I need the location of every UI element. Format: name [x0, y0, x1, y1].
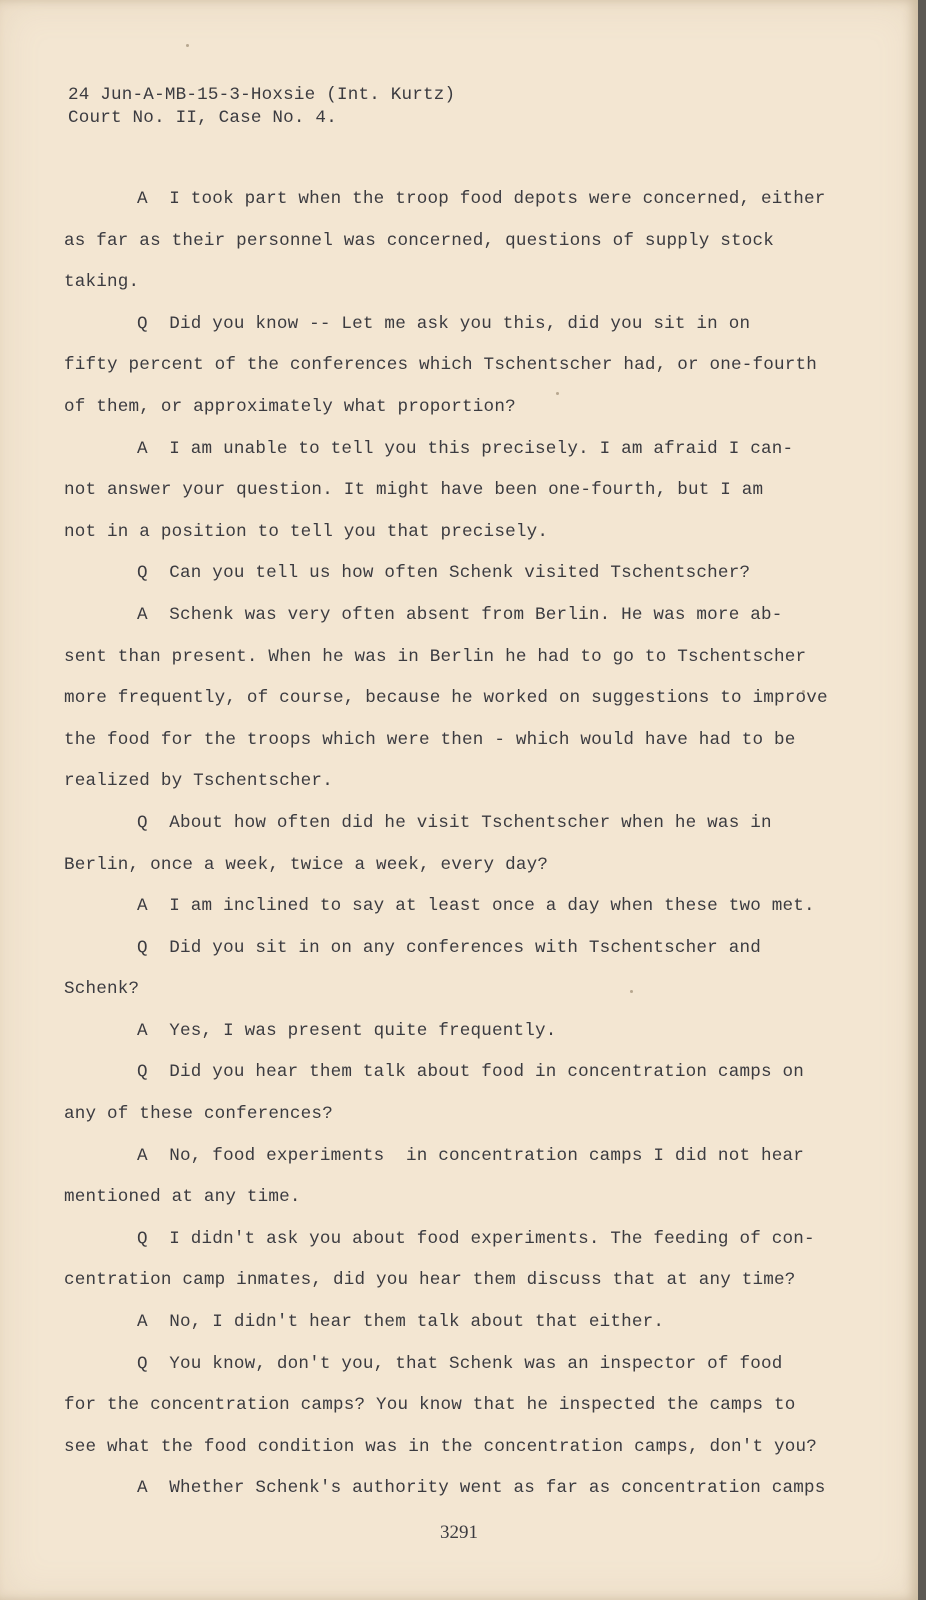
transcript-line: Q Did you hear them talk about food in concentration camps on [137, 1062, 804, 1083]
transcript-line: not in a position to tell you that precisely. [64, 521, 549, 542]
transcript-line: fifty percent of the conferences which Tschentscher had, or one-fourth [64, 355, 818, 376]
transcript-line: A I am inclined to say at least once a day when these two met. [137, 896, 815, 917]
transcript-line: mentioned at any time. [64, 1187, 301, 1208]
transcript-line: realized by Tschentscher. [64, 771, 333, 792]
transcript-line: as far as their personnel was concerned, questions of supply stock [64, 230, 775, 251]
transcript-line: see what the food condition was in the concentration camps, don't you? [64, 1436, 818, 1457]
transcript-line: Q I didn't ask you about food experiments. The feeding of con- [137, 1228, 815, 1249]
transcript-line: more frequently, of course, because he worked on suggestions to improve [64, 688, 828, 709]
transcript-line: A I am unable to tell you this precisely. I am afraid I can- [137, 438, 794, 459]
transcript-line: A No, I didn't hear them talk about that either. [137, 1312, 665, 1333]
transcript-line: Schenk? [64, 979, 140, 1000]
transcript-line: of them, or approximately what proportion? [64, 396, 516, 417]
transcript-line: A Yes, I was present quite frequently. [137, 1020, 557, 1041]
header-line-1: 24 Jun-A-MB-15-3-Hoxsie (Int. Kurtz) [68, 85, 456, 105]
document-header [68, 84, 455, 130]
transcript-line: A Whether Schenk's authority went as far as concentration camps [137, 1478, 826, 1499]
scan-edge [918, 0, 926, 1600]
transcript-line: Q Did you sit in on any conferences with Tschentscher and [137, 937, 761, 958]
transcript-line: A No, food experiments in concentration camps I did not hear [137, 1145, 804, 1166]
transcript-line: Q Can you tell us how often Schenk visited Tschentscher? [137, 563, 751, 584]
transcript-line: not answer your question. It might have been one-fourth, but I am [64, 480, 764, 501]
transcript-line: Berlin, once a week, twice a week, every day? [64, 854, 549, 875]
transcript-line: any of these conferences? [64, 1104, 333, 1125]
transcript-line: the food for the troops which were then - which would have had to be [64, 729, 796, 750]
transcript-line: Q Did you know -- Let me ask you this, did you sit in on [137, 313, 751, 334]
transcript-line: centration camp inmates, did you hear them discuss that at any time? [64, 1270, 796, 1291]
transcript-body [64, 186, 828, 1517]
page-number: 3291 [440, 1522, 478, 1543]
transcript-line: taking. [64, 272, 140, 293]
transcript-line: A Schenk was very often absent from Berlin. He was more ab- [137, 604, 783, 625]
transcript-line: for the concentration camps? You know that he inspected the camps to [64, 1395, 796, 1416]
transcript-line: Q You know, don't you, that Schenk was an inspector of food [137, 1353, 783, 1374]
header-line-2: Court No. II, Case No. 4. [68, 108, 337, 128]
transcript-line: Q About how often did he visit Tschentscher when he was in [137, 812, 772, 833]
transcript-line: sent than present. When he was in Berlin he had to go to Tschentscher [64, 646, 807, 667]
paper-speck [186, 44, 189, 47]
transcript-line: A I took part when the troop food depots were concerned, either [137, 189, 826, 209]
